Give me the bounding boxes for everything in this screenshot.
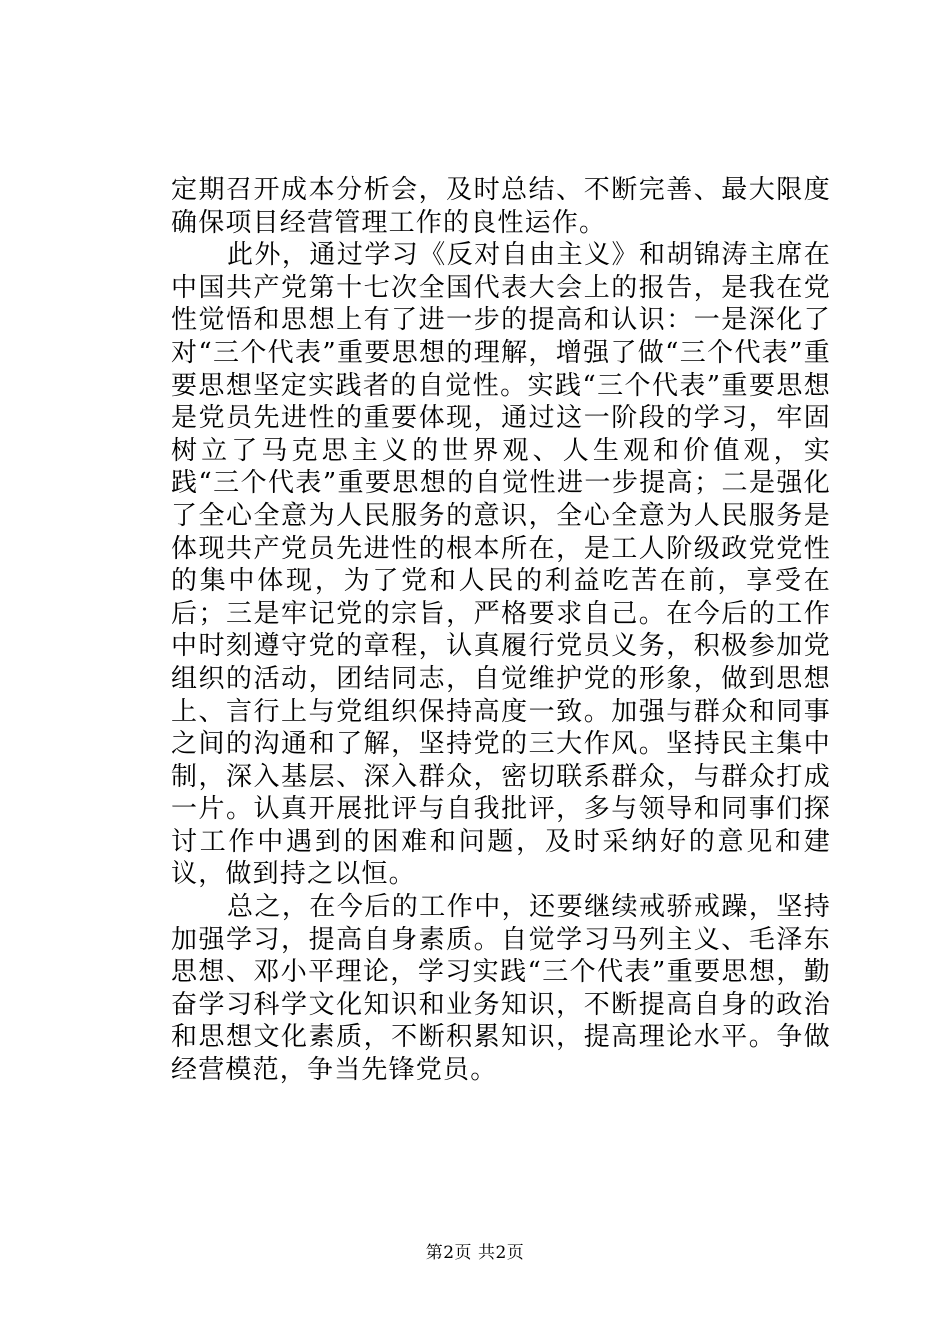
paragraph-1: 定期召开成本分析会，及时总结、不断完善、最大限度确保项目经营管理工作的良性运作。 xyxy=(171,175,831,238)
document-body xyxy=(171,174,831,1087)
paragraph-2: 此外，通过学习《反对自由主义》和胡锦涛主席在中国共产党第十七次全国代表大会上的报告，是我在党性觉悟和思想上有了进一步的提高和认识：一是深化了对“三个代表”重要思想的理解，增强了做“三个代表”重要思想坚定实践者的自觉性。实践“三个代表”重要思想是党员先进性的重要体现，通过这一阶段的学习，牢固树立了马克思主义的世界观、人生观和价值观，实践“三个代表”重要思想的自觉性进一步提高；二是强化了全心全意为人民服务的意识，全心全意为人民服务是体现共产党员先进性的根本所在，是工人阶级政党党性的集中体现，为了党和人民的利益吃苦在前，享受在后；三是牢记党的宗旨，严格要求自己。在今后的工作中时刻遵守党的章程，认真履行党员义务，积极参加党组织的活动，团结同志，自觉维护党的形象，做到思想上、言行上与党组织保持高度一致。加强与群众和同事之间的沟通和了解，坚持党的三大作风。坚持民主集中制，深入基层、深入群众，密切联系群众，与群众打成一片。认真开展批评与自我批评，多与领导和同事们探讨工作中遇到的困难和问题，及时采纳好的意见和建议，做到持之以恒。 xyxy=(171,240,831,890)
paragraph-3: 总之，在今后的工作中，还要继续戒骄戒躁，坚持加强学习，提高自身素质。自觉学习马列主义、毛泽东思想、邓小平理论，学习实践“三个代表”重要思想，勤奋学习科学文化知识和业务知识，不断提高自身的政治和思想文化素质，不断积累知识，提高理论水平。争做经营模范，争当先锋党员。 xyxy=(171,892,831,1086)
page-number-footer: 第2页 共2页 xyxy=(425,1243,525,1263)
